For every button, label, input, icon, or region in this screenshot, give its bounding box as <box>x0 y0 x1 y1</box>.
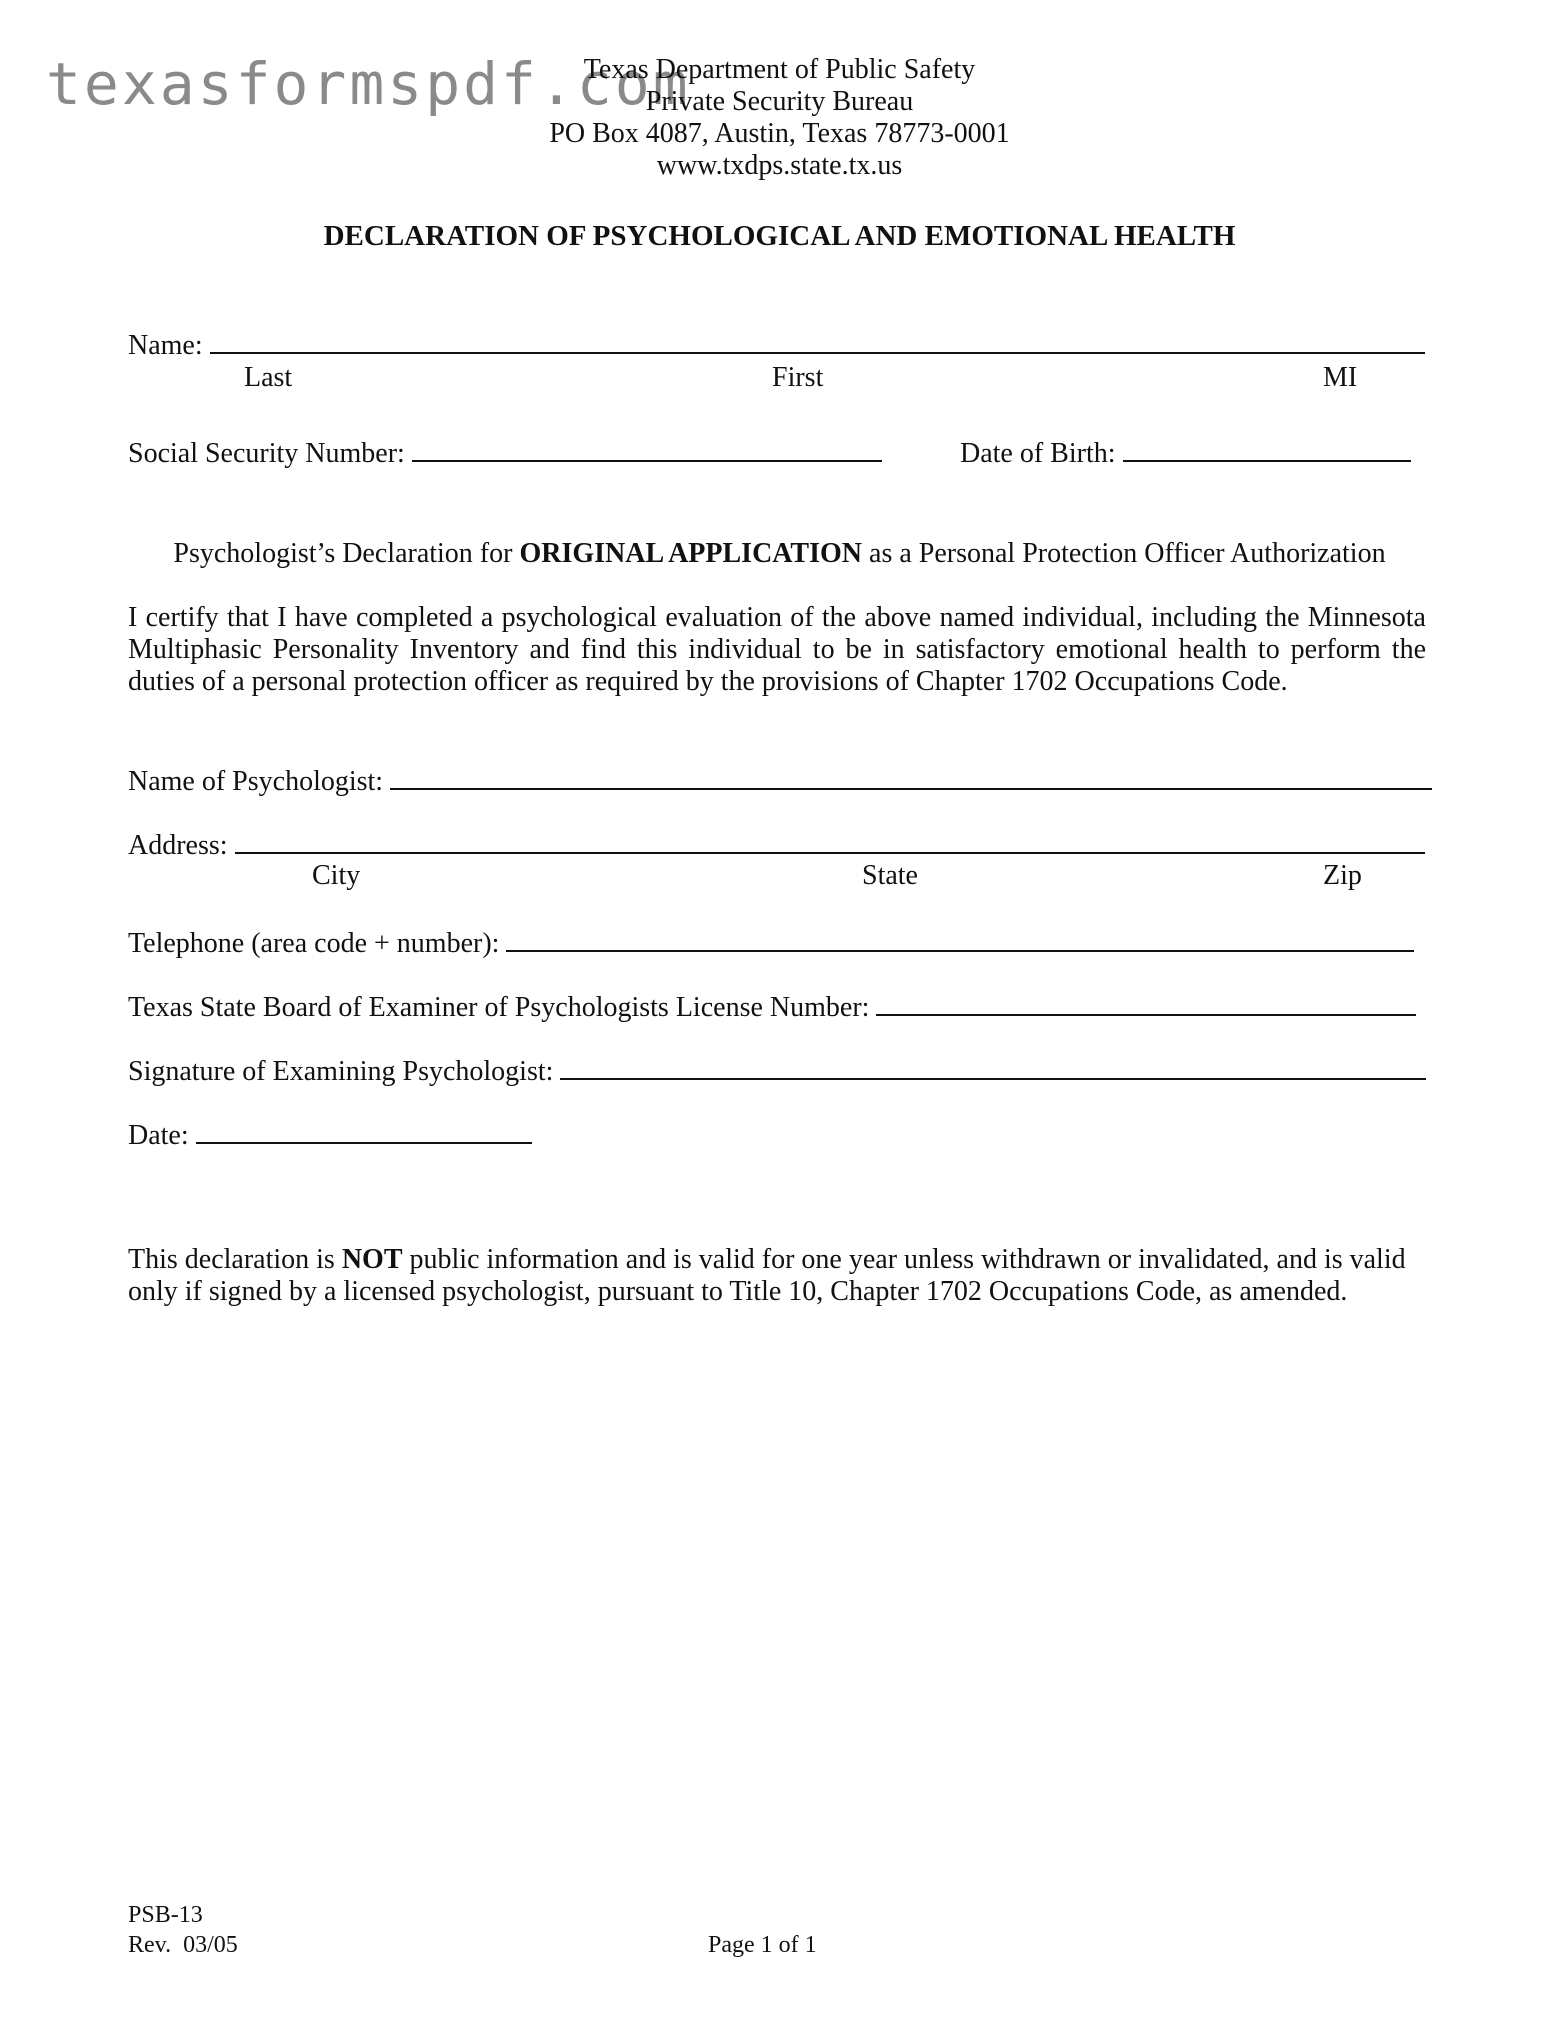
page-number: Page 1 of 1 <box>708 1932 817 1958</box>
last-label: Last <box>244 362 293 393</box>
certification-line-1: I certify that I have completed a psychological evaluation of the above named individual, including the Minnesota <box>128 602 1426 633</box>
signature-label: Signature of Examining Psychologist: <box>128 1056 554 1087</box>
address-row <box>128 826 1425 862</box>
notice-line-1 <box>128 1244 1406 1276</box>
signature-row <box>128 1052 1426 1088</box>
notice-line-2: only if signed by a licensed psychologist, pursuant to Title 10, Chapter 1702 Occupations Code, as amended. <box>128 1276 1348 1307</box>
notice-text-c: public information and is valid for one year unless withdrawn or invalidated, and is valid <box>402 1244 1406 1275</box>
dob-field[interactable] <box>1123 434 1411 462</box>
ssn-row <box>128 434 882 470</box>
telephone-row <box>128 924 1414 960</box>
agency-website: www.txdps.state.tx.us <box>656 150 903 181</box>
date-field[interactable] <box>196 1116 532 1144</box>
agency-name: Texas Department of Public Safety <box>583 54 976 85</box>
ssn-field[interactable] <box>412 434 882 462</box>
name-label: Name: <box>128 330 203 361</box>
telephone-label: Telephone (area code + number): <box>128 928 500 959</box>
declaration-prefix: Psychologist’s Declaration for <box>173 538 520 569</box>
certification-line-2: Multiphasic Personality Inventory and find this individual to be in satisfactory emotional health to perform the <box>128 634 1426 665</box>
notice-text-a: This declaration is <box>128 1244 342 1275</box>
watermark-logo: texasformspdf.com <box>46 50 691 118</box>
bureau-name: Private Security Bureau <box>645 86 914 117</box>
license-label: Texas State Board of Examiner of Psychologists License Number: <box>128 992 870 1023</box>
agency-address: PO Box 4087, Austin, Texas 78773-0001 <box>549 118 1010 149</box>
address-label: Address: <box>128 830 228 861</box>
state-label: State <box>862 860 918 891</box>
dob-row <box>960 434 1411 470</box>
dob-label: Date of Birth: <box>960 438 1116 469</box>
notice-emphasis: NOT <box>341 1244 403 1275</box>
page-title: DECLARATION OF PSYCHOLOGICAL AND EMOTIONAL HEALTH <box>323 220 1236 252</box>
psychologist-name-field[interactable] <box>390 762 1432 790</box>
telephone-field[interactable] <box>506 924 1414 952</box>
declaration-suffix: as a Personal Protection Officer Authorization <box>862 538 1386 569</box>
certification-text <box>128 602 1426 698</box>
certification-line-3: duties of a personal protection officer as required by the provisions of Chapter 1702 Occupations Code. <box>128 666 1288 697</box>
applicant-name-row <box>128 326 1425 362</box>
ssn-label: Social Security Number: <box>128 438 405 469</box>
mi-label: MI <box>1323 362 1358 393</box>
psychologist-name-label: Name of Psychologist: <box>128 766 384 797</box>
psychologist-name-row <box>128 762 1432 798</box>
name-field[interactable] <box>210 326 1425 354</box>
city-label: City <box>312 860 361 891</box>
signature-field[interactable] <box>560 1052 1426 1080</box>
declaration-emphasis: ORIGINAL APPLICATION <box>519 538 863 569</box>
first-label: First <box>772 362 824 393</box>
form-number: PSB-13 <box>128 1902 203 1928</box>
address-field[interactable] <box>235 826 1425 854</box>
date-row <box>128 1116 532 1152</box>
zip-label: Zip <box>1323 860 1362 891</box>
declaration-heading <box>0 538 1559 570</box>
license-field[interactable] <box>876 988 1416 1016</box>
revision-date: Rev. 03/05 <box>128 1932 238 1958</box>
license-row <box>128 988 1416 1024</box>
date-label: Date: <box>128 1120 189 1151</box>
